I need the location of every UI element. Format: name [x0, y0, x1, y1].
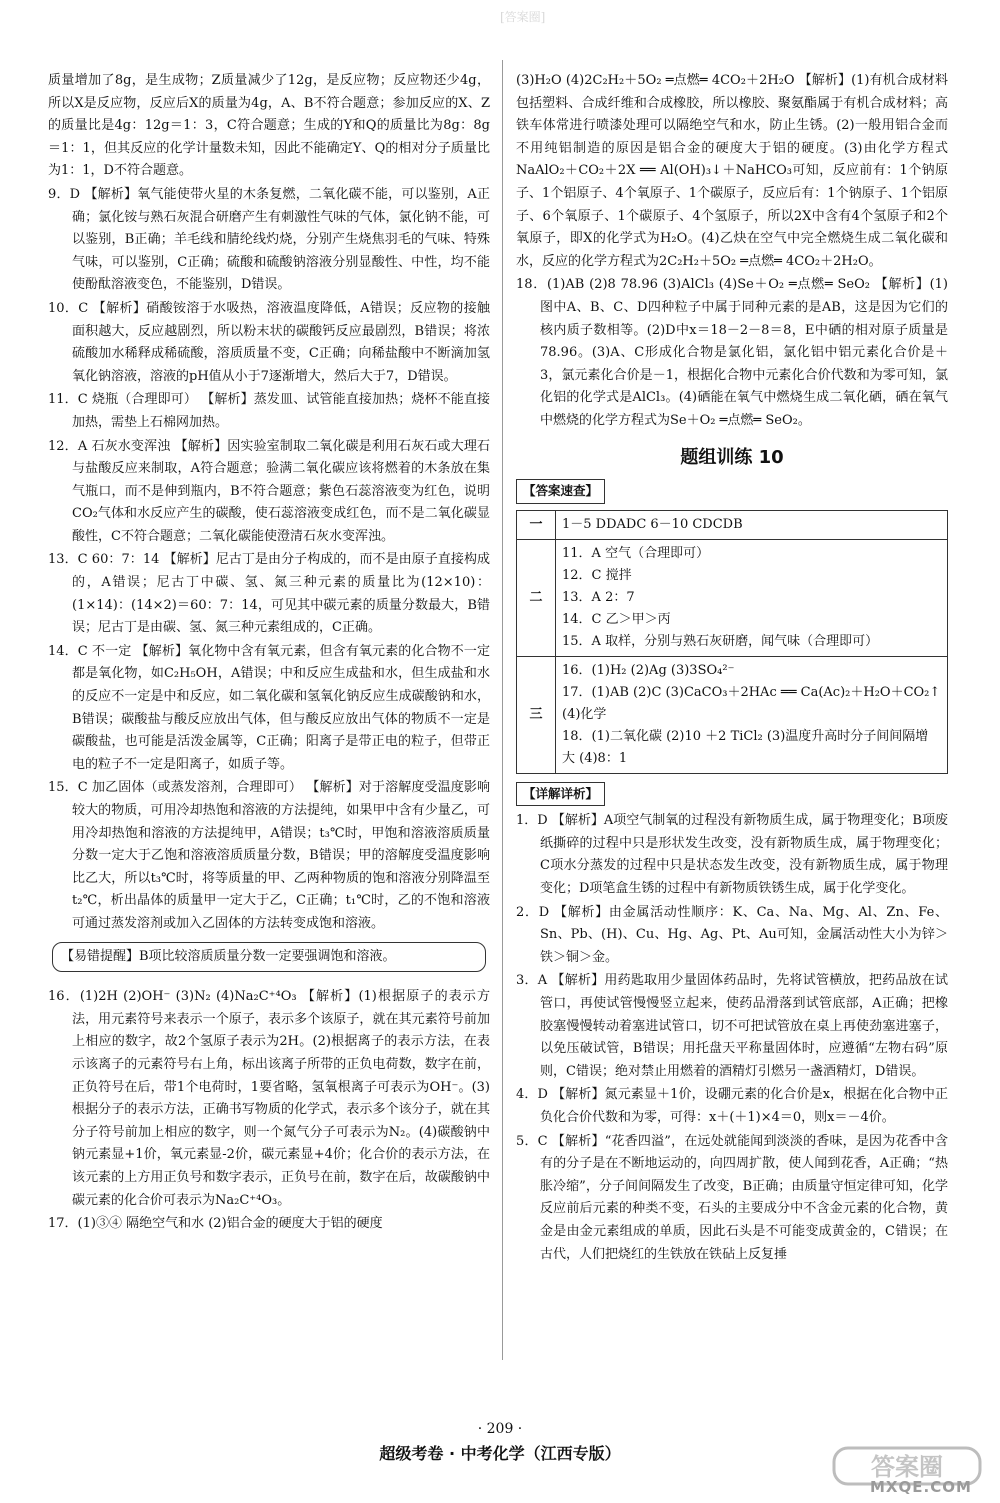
answer-line: 1－5 DDADC 6－10 CDCDB: [562, 516, 743, 532]
answer-row-content: [556, 539, 948, 656]
answer-item-18: 18．(1)AB (2)8 78.96 (3)AlCl₃ (4)Se＋O₂ ═点燃═ SeO₂ 【解析】(1)图中A、B、C、D四种粒子中属于同种元素的是AB，这是因为它们的核内质子数相等。(2)D中x＝18－2－8＝8，E中硒的相对原子质量是78.96。(3)A、C形成化合物是氯化铝，氯化铝中铝元素化合价是＋3，氯元素化合价是－1，根据化合物中元素化合价代数和为零可知，氯化铝的化学式是AlCl₃。(4)硒能在氧气中燃烧生成二氧化硒，硒在氧气中燃烧的化学方程式为Se＋O₂ ═点燃═ SeO₂。: [516, 277, 948, 428]
detail-analysis-tag: 【详解详析】: [516, 782, 605, 807]
error-tip-box: 【易错提醒】B项比较溶质质量分数一定要强调饱和溶液。: [52, 942, 486, 973]
answer-line: 15．A 取样，分别与熟石灰研磨，闻气味（合理即可）: [562, 633, 879, 649]
answer-row-label: 二: [517, 539, 556, 656]
answer-item-9: 9．D 【解析】氧气能使带火星的木条复燃，二氧化碳不能，可以鉴别，A正确；氯化铵与熟石灰混合研磨产生有刺激性气味的气体，氯化钠不能，可以鉴别，B正确；羊毛线和腈纶线灼烧，分别产生烧焦羽毛的气味、特殊气味，可以鉴别，C正确；硫酸和硫酸钠溶液分别显酸性、中性，均不能使酚酞溶液变色，不能鉴别，D错误。: [48, 186, 490, 293]
detail-item-4: 4．D 【解析】氮元素显＋1价，设硼元素的化合价是x，根据在化合物中正负化合价代数和为零，可得：x＋(＋1)×4＝0，则x＝－4价。: [516, 1087, 948, 1125]
answer-row-3: [517, 656, 948, 773]
answer-table: [516, 510, 948, 774]
answer-line: 16．(1)H₂ (2)Ag (3)3SO₄²⁻: [562, 662, 735, 678]
answer-item-12: 12．A 石灰水变浑浊 【解析】因实验室制取二氧化碳是利用石灰石或大理石与盐酸反应来制取，A符合题意；验满二氧化碳应该将燃着的木条放在集气瓶口，而不是伸到瓶内，B不符合题意；紫色石蕊溶液变为红色，说明CO₂气体和水反应产生的碳酸，使石蕊溶液变成红色，而不是二氧化碳显酸性，C不符合题意；二氧化碳能使澄清石灰水变浑浊。: [48, 438, 490, 544]
footer-book-title: 超级考卷 · 中考化学（江西专版）: [379, 1444, 621, 1463]
answer-item-17: 17．(1)③④ 隔绝空气和水 (2)铝合金的硬度大于铝的硬度: [48, 1216, 383, 1232]
answer-item-15: 15．C 加乙固体（或蒸发溶剂，合理即可） 【解析】对于溶解度受温度影响较大的物质，可用冷却热饱和溶液的方法提纯，如果甲中含有少量乙，可用冷却热饱和溶液的方法提纯甲，A错误；t₃℃时，甲饱和溶液溶质质量分数一定大于乙饱和溶液溶质质量分数，B错误；甲的溶解度受温度影响比乙大，所以t₃℃时，将等质量的甲、乙两种物质的饱和溶液分别降温至t₂℃，析出晶体的质量甲一定大于乙，C正确；t₁℃时，乙的不饱和溶液可通过蒸发溶剂或加入乙固体的方法转变成饱和溶液。: [48, 780, 490, 931]
watermark-top: [答案圈]: [500, 10, 546, 24]
section-title: 题组训练 10: [680, 446, 784, 468]
detail-item-1: 1．D 【解析】A项空气制氧的过程没有新物质生成，属于物理变化；B项废纸撕碎的过程中只是形状发生改变，没有新物质生成，属于物理变化；C项水分蒸发的过程中只是状态发生改变，没有新物质生成，属于物理变化；D项笔盒生锈的过程中有新物质铁锈生成，属于化学变化。: [516, 813, 948, 897]
page-number: · 209 ·: [477, 1421, 523, 1437]
answer-item-13: 13．C 60：7：14 【解析】尼古丁是由分子构成的，而不是由原子直接构成的，A错误；尼古丁中碳、氢、氮三种元素的质量比为(12×10)：(1×14)：(14×2)＝60：7：14，可见其中碳元素的质量分数最大，B错误；尼古丁是由碳、氢、氮三种元素组成的，C正确。: [48, 552, 490, 636]
answer-item-10: 10．C 【解析】硝酸铵溶于水吸热，溶液温度降低，A错误；反应物的接触面积越大，反应越剧烈，所以粉末状的碳酸钙反应最剧烈，B错误；将浓硫酸加水稀释成稀硫酸，溶质质量不变，C正确；向稀盐酸中不断滴加氢氧化钠溶液，溶液的pH值从小于7逐渐增大，然后大于7，D错误。: [48, 300, 490, 384]
answer-line: 11．A 空气（合理即可）: [562, 545, 710, 561]
answer-item-17-continued: (3)H₂O (4)2C₂H₂＋5O₂ ═点燃═ 4CO₂＋2H₂O 【解析】(1)有机合成材料包括塑料、合成纤维和合成橡胶，所以橡胶、聚氨酯属于有机合成材料；高铁车体常进行喷漆处理可以隔绝空气和水，防止生锈。(2)一般用铝合金而不用纯铝制造的原因是铝合金的硬度大于铝的硬度。(3)由化学方程式NaAlO₂＋CO₂＋2X ══ Al(OH)₃↓＋NaHCO₃可知，反应前有：1个钠原子、1个铝原子、4个氧原子、1个碳原子，反应后有：1个钠原子、1个铝原子、6个氧原子、1个碳原子、4个氢原子，所以2X中含有4个氢原子和2个氧原子，即X的化学式为H₂O。(4)乙炔在空气中完全燃烧生成二氧化碳和水，反应的化学方程式为2C₂H₂＋5O₂ ═点燃═ 4CO₂＋2H₂O。: [516, 73, 948, 269]
watermark-site: MXQE.COM: [870, 1478, 972, 1496]
answer-quick-tag: 【答案速查】: [516, 479, 605, 504]
answer-line: 12．C 搅拌: [562, 567, 632, 583]
answer-item-14: 14．C 不一定 【解析】氧化物中含有氧元素，但含有氧元素的化合物不一定都是氧化物，如C₂H₅OH，A错误；中和反应生成盐和水，但生成盐和水的反应不一定是中和反应，如二氧化碳和氢氧化钠反应生成碳酸钠和水，B错误；碳酸盐与酸反应放出气体，但与酸反应放出气体的物质不一定是碳酸盐，也可能是活泼金属等，C正确；阳离子是带正电的粒子，但带正电的粒子不一定是阳离子，如质子等。: [48, 643, 490, 772]
watermark-logo-text: 答案圈: [871, 1453, 943, 1481]
detail-item-3: 3．A 【解析】用药匙取用少量固体药品时，先将试管横放，把药品放在试管口，再使试管慢慢竖立起来，使药品滑落到试管底部，A正确；把橡胶塞慢慢转动着塞进试管口，切不可把试管放在桌上再使劲塞进塞子，以免压破试管，B错误；用托盘天平称量固体时，应遵循“左物右码”原则，C错误；绝对禁止用燃着的酒精灯引燃另一盏酒精灯，D错误。: [516, 973, 948, 1079]
answer-line: 17．(1)AB (2)C (3)CaCO₃＋2HAc ══ Ca(Ac)₂＋H₂O＋CO₂↑ (4)化学: [562, 684, 941, 722]
answer-line: 14．C 乙＞甲＞丙: [562, 611, 671, 627]
answer-row-content: [556, 656, 948, 773]
answer-item-16: 16．(1)2H (2)OH⁻ (3)N₂ (4)Na₂C⁺⁴O₃ 【解析】(1)根据原子的表示方法，用元素符号来表示一个原子，表示多个该原子，就在其元素符号前加上相应的数字，故2个氢原子表示为2H。(2)根据离子的表示方法，在表示该离子的元素符号右上角，标出该离子所带的正负电荷数，数字在前，正负符号在后，带1个电荷时，1要省略，氢氧根离子可表示为OH⁻。(3)根据分子的表示方法，正确书写物质的化学式，表示多个该分子，就在其分子符号前加上相应的数字，则一个氮气分子可表示为N₂。(4)碳酸钠中钠元素显+1价，氧元素显-2价，碳元素显+4价；化合价的表示方法，在该元素的上方用正负号和数字表示，正负号在前，数字在后，故碳酸钠中碳元素的化合价可表示为Na₂C⁺⁴O₃。: [48, 989, 490, 1208]
answer-row-label: 三: [517, 656, 556, 773]
left-paragraph: 质量增加了8g，是生成物；Z质量减少了12g，是反应物；反应物还少4g，所以X是反应物，反应后X的质量为4g，A、B不符合题意；参加反应的X、Z的质量比是4g：12g＝1：3，C符合题意；生成的Y和Q的质量比为8g：8g＝1：1，但其反应的化学计量数未知，因此不能确定Y、Q的相对分子质量比为1：1，D不符合题意。: [48, 73, 490, 179]
answer-row-content: [556, 510, 948, 539]
answer-line: 18．(1)二氧化碳 (2)10 ＋2 TiCl₂ (3)温度升高时分子间间隔增大 (4)8：1: [562, 728, 929, 766]
right-column: [516, 70, 948, 1267]
answer-row-1: [517, 510, 948, 539]
left-column: [48, 70, 490, 1237]
detail-item-2: 2．D 【解析】由金属活动性顺序：K、Ca、Na、Mg、Al、Zn、Fe、Sn、Pb、(H)、Cu、Hg、Ag、Pt、Au可知，金属活动性大小为锌＞铁＞铜＞金。: [516, 904, 948, 965]
answer-line: 13．A 2：7: [562, 589, 635, 605]
answer-row-2: [517, 539, 948, 656]
answer-row-label: 一: [517, 510, 556, 539]
detail-item-5: 5．C 【解析】“花香四溢”，在远处就能闻到淡淡的香味，是因为花香中含有的分子是在不断地运动的，向四周扩散，使人闻到花香，A正确；“热胀冷缩”，分子间间隔发生了改变，B正确；由质量守恒定律可知，化学反应前后元素的种类不变，石头的主要成分中不含金元素的化合物，黄金是由金元素组成的单质，因此石头是不可能变成黄金的，C错误；在古代，人们把烧红的生铁放在铁砧上反复捶: [516, 1133, 948, 1262]
column-divider: [502, 60, 503, 1360]
answer-item-11: 11．C 烧瓶（合理即可） 【解析】蒸发皿、试管能直接加热；烧杯不能直接加热，需垫上石棉网加热。: [48, 392, 490, 430]
